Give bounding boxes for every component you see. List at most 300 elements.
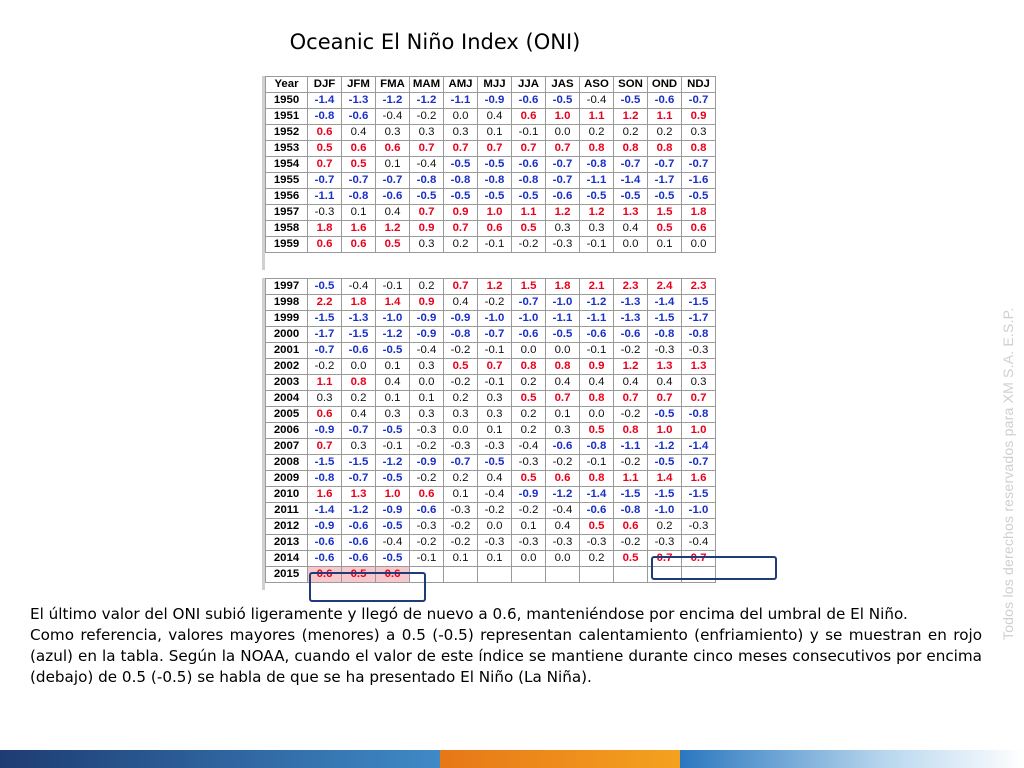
year-cell: 2003 (266, 375, 308, 391)
oni-value-cell: -0.8 (444, 327, 478, 343)
oni-value-cell: -0.5 (376, 343, 410, 359)
oni-value-cell: 0.6 (614, 519, 648, 535)
table-row (266, 455, 716, 471)
oni-value-cell: 1.8 (546, 279, 580, 295)
oni-value-cell: 0.6 (308, 567, 342, 583)
oni-value-cell: 0.7 (444, 221, 478, 237)
year-cell: 2000 (266, 327, 308, 343)
table-row (266, 311, 716, 327)
oni-value-cell: 0.8 (614, 141, 648, 157)
oni-value-cell: 0.4 (478, 471, 512, 487)
oni-value-cell: -0.9 (308, 519, 342, 535)
oni-value-cell: 0.8 (580, 141, 614, 157)
year-cell: 1958 (266, 221, 308, 237)
footer-band-blue (0, 750, 440, 768)
table-row (266, 125, 716, 141)
oni-value-cell: 0.0 (478, 519, 512, 535)
oni-value-cell: 0.2 (512, 375, 546, 391)
oni-value-cell: 0.8 (546, 359, 580, 375)
oni-value-cell (614, 567, 648, 583)
table-row (266, 327, 716, 343)
oni-value-cell: 0.2 (444, 391, 478, 407)
oni-value-cell: 0.1 (444, 551, 478, 567)
oni-value-cell: 1.2 (376, 221, 410, 237)
year-cell: 1950 (266, 93, 308, 109)
oni-value-cell: 0.3 (410, 237, 444, 253)
oni-value-cell: 0.6 (308, 237, 342, 253)
oni-value-cell: 0.4 (444, 295, 478, 311)
oni-value-cell: 1.5 (648, 205, 682, 221)
oni-value-cell: -1.4 (614, 173, 648, 189)
oni-value-cell: -0.4 (410, 343, 444, 359)
oni-value-cell: 0.3 (546, 423, 580, 439)
oni-value-cell (444, 567, 478, 583)
oni-value-cell: 0.7 (478, 359, 512, 375)
oni-value-cell: -0.4 (478, 487, 512, 503)
oni-value-cell: -0.3 (444, 439, 478, 455)
table-row (266, 295, 716, 311)
oni-value-cell: 0.4 (648, 375, 682, 391)
oni-value-cell: 0.7 (444, 141, 478, 157)
oni-value-cell: -0.5 (478, 157, 512, 173)
oni-value-cell: -0.7 (342, 471, 376, 487)
year-cell: 1997 (266, 279, 308, 295)
oni-value-cell: -1.0 (546, 295, 580, 311)
oni-value-cell: -0.2 (614, 455, 648, 471)
oni-value-cell: -0.6 (308, 535, 342, 551)
oni-value-cell: 1.6 (682, 471, 716, 487)
column-header: ASO (580, 77, 614, 93)
oni-value-cell: -1.2 (376, 327, 410, 343)
oni-value-cell: -1.5 (308, 311, 342, 327)
oni-value-cell: -1.5 (648, 311, 682, 327)
oni-value-cell: -0.6 (342, 535, 376, 551)
oni-value-cell: -0.8 (614, 503, 648, 519)
oni-value-cell: -0.3 (546, 535, 580, 551)
year-cell: 2007 (266, 439, 308, 455)
oni-value-cell: -0.5 (580, 189, 614, 205)
oni-value-cell: 0.7 (308, 157, 342, 173)
oni-value-cell: 0.1 (512, 519, 546, 535)
oni-value-cell: -0.5 (682, 189, 716, 205)
year-cell: 2012 (266, 519, 308, 535)
oni-value-cell: 0.1 (478, 423, 512, 439)
oni-value-cell: 0.0 (580, 407, 614, 423)
oni-value-cell: 0.7 (682, 391, 716, 407)
oni-value-cell: 0.3 (308, 391, 342, 407)
oni-value-cell: -1.0 (376, 311, 410, 327)
oni-value-cell: -0.7 (342, 423, 376, 439)
oni-value-cell (580, 567, 614, 583)
oni-value-cell: 1.0 (478, 205, 512, 221)
oni-value-cell: -0.6 (512, 157, 546, 173)
oni-value-cell: -0.5 (546, 327, 580, 343)
oni-value-cell: -1.0 (648, 503, 682, 519)
oni-value-cell: 0.6 (308, 125, 342, 141)
oni-value-cell: 1.2 (614, 109, 648, 125)
oni-value-cell: 1.2 (478, 279, 512, 295)
year-cell: 1998 (266, 295, 308, 311)
oni-value-cell: 0.4 (376, 205, 410, 221)
oni-value-cell: -0.2 (614, 343, 648, 359)
oni-value-cell: -0.6 (342, 551, 376, 567)
oni-value-cell: -0.6 (342, 109, 376, 125)
oni-value-cell: 0.3 (478, 407, 512, 423)
oni-value-cell: -0.3 (410, 423, 444, 439)
oni-value-cell: -0.4 (682, 535, 716, 551)
oni-value-cell: -0.7 (478, 327, 512, 343)
oni-value-cell: -0.5 (376, 519, 410, 535)
oni-value-cell (478, 567, 512, 583)
oni-value-cell: 1.2 (546, 205, 580, 221)
column-header: SON (614, 77, 648, 93)
year-cell: 1956 (266, 189, 308, 205)
oni-value-cell: -0.1 (580, 343, 614, 359)
oni-value-cell: 0.5 (376, 237, 410, 253)
oni-value-cell: -1.2 (342, 503, 376, 519)
oni-value-cell: 1.1 (648, 109, 682, 125)
oni-value-cell: -0.5 (648, 455, 682, 471)
table-row (266, 279, 716, 295)
column-header: NDJ (682, 77, 716, 93)
oni-value-cell: 0.2 (580, 125, 614, 141)
oni-value-cell: 0.5 (512, 471, 546, 487)
copyright-watermark: Todos los derechos reservados para XM S.A. E.S.P. (1000, 307, 1016, 640)
year-cell: 2009 (266, 471, 308, 487)
oni-value-cell: -1.4 (308, 503, 342, 519)
oni-value-cell: 1.2 (614, 359, 648, 375)
oni-value-cell: 0.7 (682, 551, 716, 567)
oni-value-cell: -0.5 (376, 423, 410, 439)
oni-value-cell: -0.9 (444, 311, 478, 327)
oni-value-cell: 0.6 (376, 141, 410, 157)
oni-value-cell: 0.7 (648, 391, 682, 407)
oni-value-cell: 0.7 (546, 391, 580, 407)
oni-value-cell: 0.0 (614, 237, 648, 253)
oni-value-cell: 1.3 (342, 487, 376, 503)
oni-value-cell: -0.8 (682, 327, 716, 343)
oni-value-cell: 0.0 (444, 423, 478, 439)
oni-value-cell: 0.0 (512, 343, 546, 359)
oni-value-cell: -1.5 (614, 487, 648, 503)
column-header: DJF (308, 77, 342, 93)
oni-value-cell: -0.6 (512, 93, 546, 109)
oni-value-cell: 0.4 (546, 519, 580, 535)
oni-value-cell: -0.9 (308, 423, 342, 439)
oni-value-cell: -1.3 (614, 295, 648, 311)
oni-value-cell: 1.1 (308, 375, 342, 391)
oni-value-cell: 0.3 (546, 221, 580, 237)
oni-value-cell: 0.8 (682, 141, 716, 157)
oni-value-cell: -0.8 (308, 471, 342, 487)
oni-value-cell: -0.5 (444, 189, 478, 205)
oni-value-cell: -1.2 (376, 455, 410, 471)
table-row (266, 503, 716, 519)
oni-value-cell: 0.7 (512, 141, 546, 157)
oni-value-cell: 0.1 (376, 391, 410, 407)
oni-value-cell: 2.3 (682, 279, 716, 295)
oni-value-cell: -0.8 (342, 189, 376, 205)
year-cell: 2005 (266, 407, 308, 423)
oni-value-cell: -0.3 (444, 503, 478, 519)
oni-value-cell: -0.7 (682, 157, 716, 173)
oni-value-cell: 1.1 (580, 109, 614, 125)
oni-value-cell: -1.5 (682, 295, 716, 311)
oni-value-cell: 0.9 (444, 205, 478, 221)
oni-value-cell: -0.7 (682, 93, 716, 109)
table-row (266, 551, 716, 567)
oni-value-cell: 0.6 (376, 567, 410, 583)
oni-value-cell: 0.2 (648, 125, 682, 141)
oni-value-cell: -0.1 (376, 439, 410, 455)
column-header: JFM (342, 77, 376, 93)
oni-value-cell: 0.6 (546, 471, 580, 487)
oni-value-cell: -0.2 (410, 109, 444, 125)
oni-value-cell: 0.5 (512, 221, 546, 237)
year-cell: 1954 (266, 157, 308, 173)
table-row (266, 519, 716, 535)
table-row (266, 205, 716, 221)
oni-value-cell: -0.7 (376, 173, 410, 189)
oni-value-cell: -1.3 (342, 93, 376, 109)
oni-value-cell: -0.7 (614, 157, 648, 173)
oni-value-cell: -1.7 (682, 311, 716, 327)
oni-value-cell: -0.7 (682, 455, 716, 471)
oni-value-cell: -0.5 (614, 93, 648, 109)
oni-value-cell: -1.1 (546, 311, 580, 327)
oni-value-cell: 0.5 (580, 519, 614, 535)
oni-value-cell: -0.8 (648, 327, 682, 343)
oni-value-cell: -0.2 (444, 535, 478, 551)
column-header: MJJ (478, 77, 512, 93)
year-cell: 1999 (266, 311, 308, 327)
oni-value-cell: 0.3 (682, 125, 716, 141)
oni-value-cell: 0.3 (376, 125, 410, 141)
year-cell: 2011 (266, 503, 308, 519)
oni-value-cell: 0.4 (342, 407, 376, 423)
oni-value-cell: 0.5 (308, 141, 342, 157)
table-row (266, 173, 716, 189)
oni-value-cell: 0.0 (512, 551, 546, 567)
oni-value-cell: 0.8 (580, 471, 614, 487)
oni-value-cell: 1.4 (376, 295, 410, 311)
oni-value-cell: -0.8 (512, 173, 546, 189)
oni-value-cell: 0.5 (614, 551, 648, 567)
oni-value-cell: -0.6 (410, 503, 444, 519)
oni-value-cell: -0.4 (546, 503, 580, 519)
oni-value-cell: -0.5 (444, 157, 478, 173)
oni-value-cell: 0.6 (342, 237, 376, 253)
oni-value-cell: -1.7 (308, 327, 342, 343)
year-cell: 2001 (266, 343, 308, 359)
oni-value-cell: -0.9 (410, 455, 444, 471)
oni-value-cell: -0.2 (512, 237, 546, 253)
oni-value-cell: -1.4 (648, 295, 682, 311)
year-cell: 1955 (266, 173, 308, 189)
oni-value-cell: 0.2 (648, 519, 682, 535)
oni-value-cell: -0.7 (444, 455, 478, 471)
oni-value-cell: -0.2 (410, 535, 444, 551)
oni-value-cell: -0.6 (308, 551, 342, 567)
year-cell: 2010 (266, 487, 308, 503)
oni-value-cell: -1.4 (580, 487, 614, 503)
oni-value-cell: -1.2 (546, 487, 580, 503)
oni-value-cell: 2.1 (580, 279, 614, 295)
oni-value-cell: 0.4 (546, 375, 580, 391)
oni-table-bottom-section (262, 278, 775, 590)
oni-value-cell: -0.4 (410, 157, 444, 173)
oni-value-cell: -0.3 (478, 535, 512, 551)
oni-value-cell: 0.8 (580, 391, 614, 407)
table-row (266, 471, 716, 487)
oni-value-cell: 1.3 (614, 205, 648, 221)
oni-value-cell: 1.1 (512, 205, 546, 221)
footer-color-band (0, 750, 1024, 768)
oni-value-cell: -0.2 (444, 375, 478, 391)
oni-value-cell: 0.2 (580, 551, 614, 567)
oni-value-cell: 0.3 (478, 391, 512, 407)
year-cell: 1953 (266, 141, 308, 157)
table-row (266, 487, 716, 503)
oni-value-cell: -0.6 (512, 327, 546, 343)
oni-value-cell: 0.6 (308, 407, 342, 423)
oni-value-cell: -0.6 (546, 439, 580, 455)
column-header: OND (648, 77, 682, 93)
oni-value-cell: -1.3 (614, 311, 648, 327)
oni-value-cell: 0.0 (444, 109, 478, 125)
oni-value-cell: 2.3 (614, 279, 648, 295)
oni-value-cell: -0.3 (478, 439, 512, 455)
oni-value-cell: -0.5 (478, 189, 512, 205)
oni-value-cell: 0.5 (342, 157, 376, 173)
oni-value-cell: 0.8 (614, 423, 648, 439)
oni-value-cell: -0.2 (410, 439, 444, 455)
oni-value-cell: -0.6 (580, 327, 614, 343)
oni-value-cell: 0.6 (682, 221, 716, 237)
year-cell: 1959 (266, 237, 308, 253)
oni-value-cell: 0.6 (478, 221, 512, 237)
highlight-box-2014 (651, 556, 777, 580)
year-cell: 2014 (266, 551, 308, 567)
oni-value-cell: 0.4 (614, 221, 648, 237)
oni-value-cell: -0.4 (342, 279, 376, 295)
oni-value-cell: -0.4 (512, 439, 546, 455)
year-cell: 2002 (266, 359, 308, 375)
oni-value-cell: 1.6 (308, 487, 342, 503)
oni-value-cell: -0.9 (512, 487, 546, 503)
oni-value-cell: -0.7 (648, 157, 682, 173)
oni-value-cell: 0.4 (478, 109, 512, 125)
oni-value-cell: -0.5 (648, 407, 682, 423)
oni-value-cell: 1.8 (682, 205, 716, 221)
oni-value-cell: 0.0 (546, 343, 580, 359)
oni-value-cell: 0.9 (410, 295, 444, 311)
oni-value-cell: -1.4 (682, 439, 716, 455)
oni-value-cell: -1.5 (342, 455, 376, 471)
oni-value-cell: 0.3 (410, 359, 444, 375)
year-cell: 2008 (266, 455, 308, 471)
oni-value-cell: -0.5 (546, 93, 580, 109)
column-header: FMA (376, 77, 410, 93)
oni-value-cell: -1.5 (648, 487, 682, 503)
oni-value-cell: -1.0 (512, 311, 546, 327)
oni-value-cell: -0.3 (512, 535, 546, 551)
oni-value-cell: 0.7 (648, 551, 682, 567)
oni-value-cell: -0.2 (614, 535, 648, 551)
oni-value-cell: 0.1 (410, 391, 444, 407)
oni-value-cell: 1.3 (682, 359, 716, 375)
oni-value-cell: -0.7 (308, 173, 342, 189)
table-row (266, 407, 716, 423)
oni-value-cell: 0.7 (614, 391, 648, 407)
oni-value-cell: -0.7 (546, 157, 580, 173)
table-row (266, 423, 716, 439)
year-cell: 1951 (266, 109, 308, 125)
oni-value-cell: 0.8 (512, 359, 546, 375)
oni-value-cell: 0.6 (410, 487, 444, 503)
table-row (266, 359, 716, 375)
oni-value-cell: 0.1 (546, 407, 580, 423)
oni-value-cell: -0.1 (580, 237, 614, 253)
oni-value-cell: 0.2 (512, 423, 546, 439)
oni-value-cell: 0.1 (376, 359, 410, 375)
column-header: AMJ (444, 77, 478, 93)
oni-value-cell: -0.7 (546, 173, 580, 189)
oni-value-cell: -1.0 (682, 503, 716, 519)
oni-value-cell: 0.4 (580, 375, 614, 391)
description-paragraph-1: El último valor del ONI subió ligeramente y llegó de nuevo a 0.6, manteniéndose por encima del umbral de El Niño. (30, 605, 908, 623)
oni-value-cell (546, 567, 580, 583)
oni-value-cell: -0.4 (376, 109, 410, 125)
oni-value-cell: -0.5 (512, 189, 546, 205)
oni-value-cell: -0.1 (580, 455, 614, 471)
table-row (266, 237, 716, 253)
oni-value-cell: 0.8 (648, 141, 682, 157)
oni-value-cell: -0.3 (682, 343, 716, 359)
oni-value-cell: -0.6 (546, 189, 580, 205)
oni-value-cell: -1.1 (580, 311, 614, 327)
oni-value-cell: 0.2 (512, 407, 546, 423)
oni-value-cell: 1.0 (648, 423, 682, 439)
oni-table-1997-2015 (265, 278, 716, 583)
oni-value-cell: 1.5 (512, 279, 546, 295)
oni-value-cell: 0.7 (444, 279, 478, 295)
oni-value-cell: 0.3 (410, 125, 444, 141)
oni-value-cell: 0.7 (410, 141, 444, 157)
oni-value-cell: -0.2 (444, 519, 478, 535)
oni-value-cell: -0.5 (308, 279, 342, 295)
oni-value-cell: -0.4 (376, 535, 410, 551)
oni-value-cell: 0.3 (376, 407, 410, 423)
oni-value-cell: 0.0 (342, 359, 376, 375)
oni-value-cell: 0.2 (410, 279, 444, 295)
oni-value-cell: 0.0 (410, 375, 444, 391)
column-header: JJA (512, 77, 546, 93)
table-row (266, 221, 716, 237)
oni-value-cell: -0.1 (410, 551, 444, 567)
oni-value-cell: -0.6 (376, 189, 410, 205)
oni-value-cell: 1.0 (546, 109, 580, 125)
year-cell: 2013 (266, 535, 308, 551)
oni-value-cell: -1.2 (580, 295, 614, 311)
oni-value-cell: -0.2 (478, 503, 512, 519)
oni-value-cell: -1.5 (308, 455, 342, 471)
oni-value-cell: -0.7 (342, 173, 376, 189)
oni-value-cell: 0.2 (444, 471, 478, 487)
oni-value-cell: 0.2 (614, 125, 648, 141)
oni-value-cell: 1.4 (648, 471, 682, 487)
oni-value-cell: -0.3 (648, 343, 682, 359)
